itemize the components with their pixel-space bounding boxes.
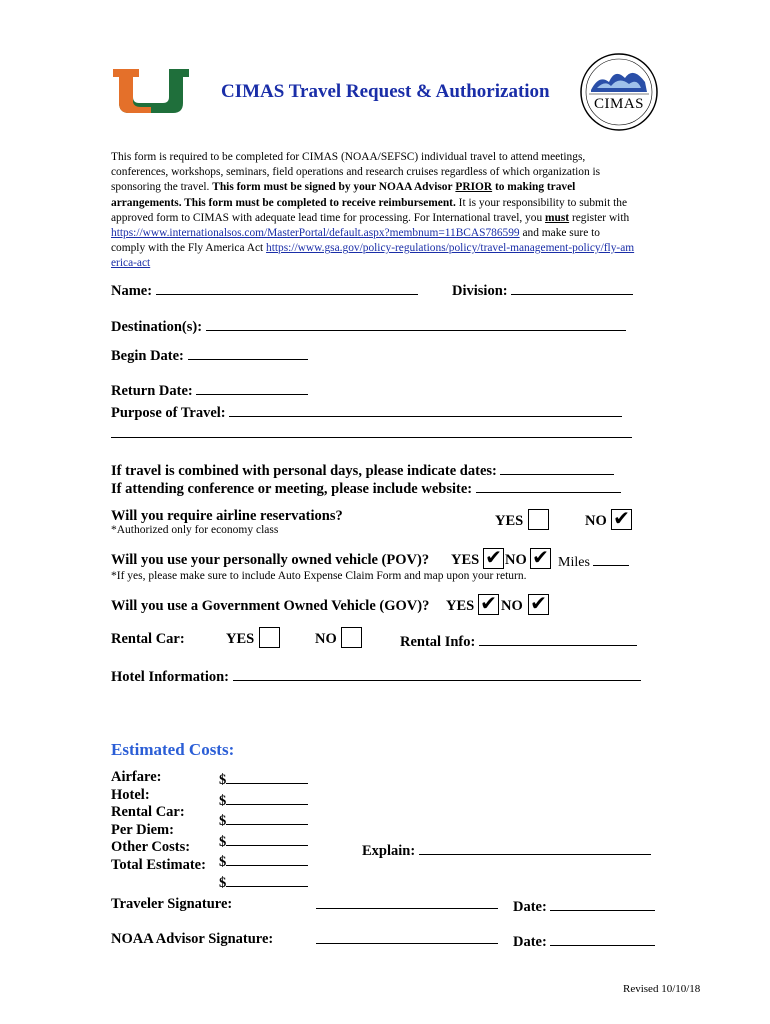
cost-labels	[111, 769, 206, 875]
currency-sign: $	[219, 874, 227, 891]
personal-days-input-line[interactable]	[500, 460, 614, 475]
intro-text-prior: PRIOR	[455, 181, 493, 194]
per-diem-input-line[interactable]	[226, 831, 308, 846]
advisor-date-label: Date:	[513, 934, 547, 950]
pov-question: Will you use your personally owned vehicle (POV)?	[111, 552, 430, 568]
division-input-line[interactable]	[511, 280, 633, 295]
pov-yes-label: YES	[451, 552, 480, 568]
intro-text-must: must	[545, 211, 570, 224]
traveler-date-input-line[interactable]	[550, 896, 655, 911]
gov-question: Will you use a Government Owned Vehicle (GOV)?	[111, 598, 430, 614]
rental-yes-label: YES	[226, 631, 255, 647]
traveler-signature-line[interactable]	[316, 908, 498, 909]
miles-input-line[interactable]	[593, 551, 629, 566]
pov-no-checkbox[interactable]: ✔	[530, 548, 551, 569]
revised-date: Revised 10/10/18	[623, 983, 701, 995]
rental-no-label: NO	[315, 631, 337, 647]
purpose-field	[111, 402, 622, 422]
cost-label-rental-car: Rental Car:	[111, 804, 185, 821]
traveler-date-field	[513, 896, 655, 916]
destination-label: Destination(s):	[111, 319, 203, 335]
explain-field	[362, 840, 651, 860]
purpose-input-line-2[interactable]	[111, 437, 632, 438]
hotel-info-input-line[interactable]	[233, 666, 641, 681]
return-date-input-line[interactable]	[196, 380, 308, 395]
currency-sign: $	[219, 792, 227, 809]
cimas-logo	[579, 52, 659, 132]
personal-days-label: If travel is combined with personal days, please indicate dates:	[111, 463, 497, 479]
return-date-field	[111, 380, 308, 400]
intro-text-bold-a: This form must be signed by your NOAA Advisor	[212, 181, 453, 194]
division-field	[452, 280, 633, 300]
intro-text-4: and make sure to comply with the Fly America Act	[111, 227, 600, 255]
airline-no-label: NO	[585, 513, 607, 529]
currency-sign: $	[219, 833, 227, 850]
rental-info-label: Rental Info:	[400, 634, 476, 650]
begin-date-label: Begin Date:	[111, 348, 184, 364]
gov-yes-checkbox[interactable]: ✔	[478, 594, 499, 615]
return-date-label: Return Date:	[111, 383, 193, 399]
advisor-date-field	[513, 931, 655, 951]
rental-car-label: Rental Car:	[111, 631, 185, 647]
name-input-line[interactable]	[156, 280, 418, 295]
cimas-logo-text: CIMAS	[593, 96, 644, 112]
airfare-input-line[interactable]	[226, 769, 308, 784]
pov-note: *If yes, please make sure to include Auto Expense Claim Form and map upon your return.	[111, 570, 527, 582]
rental-cost-input-line[interactable]	[226, 810, 308, 825]
purpose-input-line[interactable]	[229, 402, 622, 417]
begin-date-field	[111, 345, 308, 365]
currency-sign: $	[219, 813, 227, 830]
cost-label-airfare: Airfare:	[111, 769, 162, 785]
name-field	[111, 280, 418, 300]
airline-yes-label: YES	[495, 513, 524, 529]
gov-no-checkbox[interactable]: ✔	[528, 594, 549, 615]
international-sos-link[interactable]: https://www.internationalsos.com/MasterPortal/default.aspx?membnum=11BCAS786599	[111, 227, 520, 240]
currency-sign: $	[219, 854, 227, 871]
cost-inputs	[219, 769, 308, 893]
rental-yes-checkbox[interactable]	[259, 627, 280, 648]
division-label: Division:	[452, 283, 508, 299]
traveler-signature-label: Traveler Signature:	[111, 896, 233, 912]
university-u-logo	[111, 67, 191, 115]
fly-america-link[interactable]: https://www.gsa.gov/policy-regulations/policy/travel-management-policy/fly-america-act	[111, 242, 635, 270]
intro-paragraph	[111, 150, 636, 272]
explain-input-line[interactable]	[419, 840, 651, 855]
total-input-line[interactable]	[226, 872, 308, 887]
advisor-signature-line[interactable]	[316, 943, 498, 944]
destination-field	[111, 316, 626, 336]
intro-text-3b: register with	[571, 211, 630, 224]
hotel-info-label: Hotel Information:	[111, 669, 229, 685]
intro-text-3: It is your responsibility to submit the approved form to CIMAS with adequate lead time for processing. For International travel, you	[111, 196, 627, 224]
hotel-info-field	[111, 666, 641, 686]
personal-days-field	[111, 460, 614, 480]
conference-website-field	[111, 478, 621, 498]
begin-date-input-line[interactable]	[188, 345, 308, 360]
destination-input-line[interactable]	[206, 316, 626, 331]
gov-no-label: NO	[501, 598, 523, 614]
hotel-cost-input-line[interactable]	[226, 790, 308, 805]
conference-website-input-line[interactable]	[476, 478, 621, 493]
cost-label-other: Other Costs:	[111, 839, 191, 856]
name-label: Name:	[111, 283, 153, 299]
intro-text-bold-b: to making travel arrangements. This form must be completed to receive reimbursement.	[111, 181, 576, 209]
airline-yes-checkbox[interactable]	[528, 509, 549, 530]
advisor-signature-label: NOAA Advisor Signature:	[111, 931, 274, 947]
rental-info-input-line[interactable]	[479, 631, 637, 646]
miles-field	[558, 551, 629, 571]
other-cost-input-line[interactable]	[226, 851, 308, 866]
currency-sign: $	[219, 772, 227, 788]
gov-yes-label: YES	[446, 598, 475, 614]
estimated-costs-heading: Estimated Costs:	[111, 740, 235, 759]
advisor-date-input-line[interactable]	[550, 931, 655, 946]
pov-yes-checkbox[interactable]: ✔	[483, 548, 504, 569]
explain-label: Explain:	[362, 843, 416, 859]
pov-no-label: NO	[505, 552, 527, 568]
cost-label-total: Total Estimate:	[111, 856, 206, 873]
purpose-label: Purpose of Travel:	[111, 405, 226, 421]
intro-text-1: This form is required to be completed for CIMAS (NOAA/SEFSC) individual travel to attend meetings, conferences, workshops, seminars, field operations and research cruises regardless of which organization is sponsoring the travel.	[111, 151, 601, 194]
airline-question: Will you require airline reservations?	[111, 508, 343, 524]
airline-note: *Authorized only for economy class	[111, 524, 279, 536]
rental-info-field	[400, 631, 637, 651]
page-title: CIMAS Travel Request & Authorization	[221, 81, 550, 102]
airline-no-checkbox[interactable]: ✔	[611, 509, 632, 530]
rental-no-checkbox[interactable]	[341, 627, 362, 648]
traveler-date-label: Date:	[513, 899, 547, 915]
cost-label-per-diem: Per Diem:	[111, 821, 174, 838]
cost-label-hotel: Hotel:	[111, 786, 150, 803]
miles-label: Miles	[558, 555, 590, 570]
conference-website-label: If attending conference or meeting, please include website:	[111, 481, 473, 497]
